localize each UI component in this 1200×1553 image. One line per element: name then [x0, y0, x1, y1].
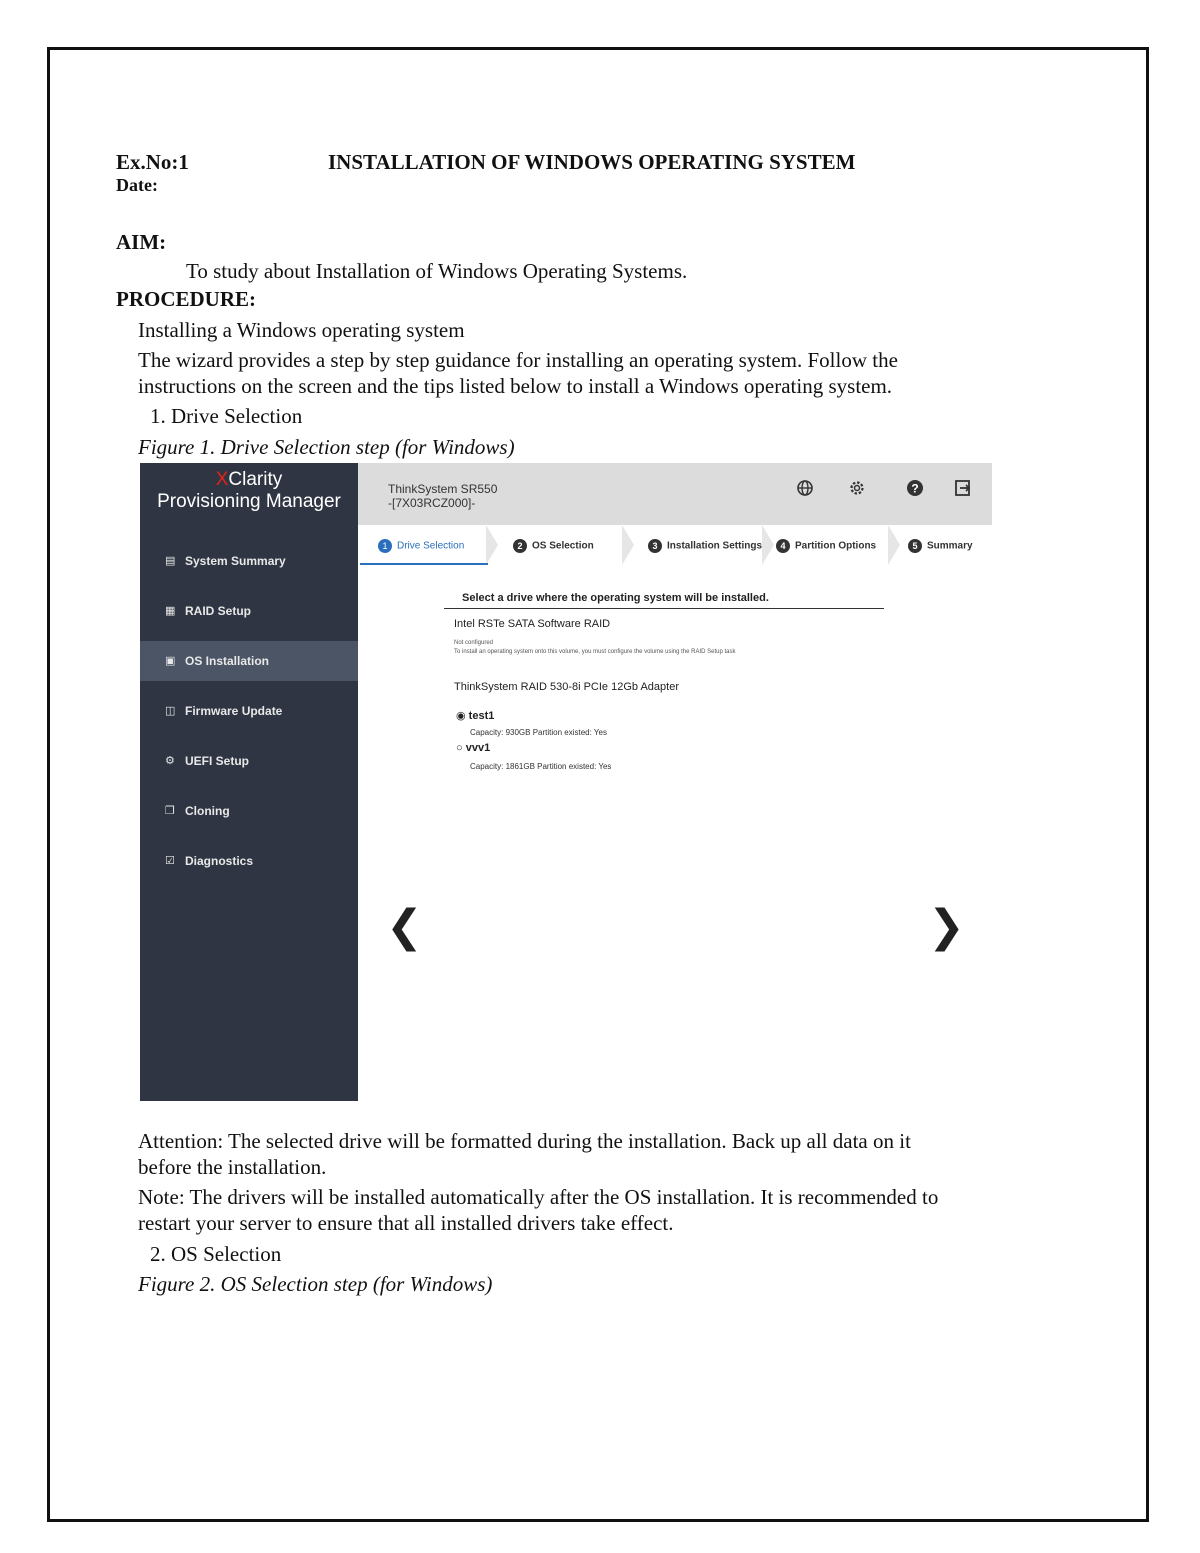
nav-cloning[interactable] — [140, 791, 358, 831]
note-text-2: restart your server to ensure that all installed drivers take effect. — [138, 1211, 674, 1235]
disk-icon: ▣ — [165, 655, 176, 667]
date-label: Date: — [116, 175, 158, 195]
copy-icon: ❐ — [165, 805, 175, 817]
step-os-selection[interactable] — [513, 539, 594, 553]
step-separator — [622, 525, 634, 565]
note-text-1: Note: The drivers will be installed automatically after the OS installation. It is recommended to — [138, 1185, 939, 1209]
controller-intel-rste: Intel RSTe SATA Software RAID — [454, 618, 611, 630]
nav-label: Cloning — [185, 804, 230, 818]
nav-system-summary[interactable] — [140, 541, 358, 581]
brand-subtitle: Provisioning Manager — [157, 491, 341, 512]
gear-icon[interactable] — [848, 479, 866, 497]
drive-selection-panel — [358, 565, 992, 1101]
raid-icon: ▦ — [165, 605, 176, 617]
figure-2-caption: Figure 2. OS Selection step (for Windows) — [138, 1272, 493, 1296]
svg-text:?: ? — [911, 481, 919, 496]
nav-diagnostics[interactable] — [140, 841, 358, 881]
diagnostics-icon: ☑ — [165, 855, 175, 867]
brand-logo — [140, 469, 358, 513]
help-icon[interactable] — [906, 479, 924, 497]
previous-arrow[interactable]: ❮ — [386, 902, 423, 951]
server-model-id: -[7X03RCZ000]- — [388, 496, 476, 510]
procedure-text-2: instructions on the screen and the tips listed below to install a Windows operating system. — [138, 374, 893, 398]
procedure-heading: PROCEDURE: — [116, 287, 256, 311]
server-model — [388, 482, 497, 510]
step-label: OS Selection — [532, 540, 594, 552]
step-number: 5 — [908, 539, 922, 553]
nav-firmware-update[interactable] — [140, 691, 358, 731]
nav-label: OS Installation — [185, 654, 270, 668]
controller-raid-530: ThinkSystem RAID 530-8i PCIe 12Gb Adapter — [454, 681, 679, 693]
nav-os-installation[interactable] — [140, 641, 358, 681]
step-number: 4 — [776, 539, 790, 553]
step-1-heading: 1. Drive Selection — [150, 404, 303, 428]
drive-option-vvv1[interactable] — [456, 742, 490, 754]
step-number: 2 — [513, 539, 527, 553]
nav-label: RAID Setup — [185, 604, 251, 618]
procedure-intro: Installing a Windows operating system — [138, 318, 465, 342]
nav-uefi-setup[interactable] — [140, 741, 358, 781]
attention-text-1: Attention: The selected drive will be formatted during the installation. Back up all data on it — [138, 1129, 911, 1153]
step-separator — [486, 525, 498, 565]
summary-icon: ▤ — [165, 555, 176, 567]
step-number: 1 — [378, 539, 392, 553]
step-installation-settings[interactable] — [648, 539, 762, 553]
nav-raid-setup[interactable] — [140, 591, 358, 631]
logout-icon[interactable] — [954, 479, 972, 497]
drive-detail-vvv1: Capacity: 1861GB Partition existed: Yes — [470, 762, 612, 771]
step-partition-options[interactable] — [776, 539, 876, 553]
sidebar — [140, 463, 358, 1101]
globe-icon[interactable] — [796, 479, 814, 497]
next-arrow[interactable]: ❯ — [928, 902, 965, 951]
nav-label: Diagnostics — [185, 854, 254, 868]
nav-label: Firmware Update — [185, 704, 283, 718]
document-title: INSTALLATION OF WINDOWS OPERATING SYSTEM — [328, 150, 856, 174]
radio-unselected-icon: ○ — [456, 742, 463, 754]
step-label: Installation Settings — [667, 540, 763, 552]
attention-text-2: before the installation. — [138, 1155, 327, 1179]
drive-name: vvv1 — [465, 742, 491, 754]
procedure-text-1: The wizard provides a step by step guidance for installing an operating system. Follow the — [138, 348, 898, 372]
figure-1-screenshot — [140, 463, 992, 1101]
step-separator — [888, 525, 900, 565]
brand-name: Clarity — [228, 469, 283, 490]
drive-detail-test1: Capacity: 930GB Partition existed: Yes — [470, 728, 607, 737]
step-number: 3 — [648, 539, 662, 553]
heading-divider — [444, 608, 884, 609]
exercise-number: Ex.No:1 — [116, 150, 189, 174]
drive-option-test1[interactable] — [456, 709, 494, 722]
step-separator — [762, 525, 774, 565]
aim-text: To study about Installation of Windows Operating Systems. — [186, 259, 688, 283]
drive-name: test1 — [468, 710, 495, 722]
controller-note: To install an operating system onto this volume, you must configure the volume using the RAID Setup task — [454, 649, 736, 655]
controller-status: Not configured — [454, 640, 494, 646]
aim-heading: AIM: — [116, 230, 167, 254]
step-2-heading: 2. OS Selection — [150, 1242, 282, 1266]
radio-selected-icon: ◉ — [456, 710, 466, 722]
server-model-name: ThinkSystem SR550 — [388, 482, 498, 496]
drive-selection-instruction: Select a drive where the operating system will be installed. — [462, 592, 769, 604]
step-summary[interactable] — [908, 539, 973, 553]
top-bar — [358, 463, 992, 525]
step-label: Partition Options — [795, 540, 877, 552]
settings-icon: ⚙ — [165, 755, 175, 767]
brand-x: X — [215, 469, 229, 490]
firmware-icon: ◫ — [165, 705, 176, 717]
figure-1-caption: Figure 1. Drive Selection step (for Windows) — [138, 435, 515, 459]
step-label: Drive Selection — [397, 540, 465, 552]
step-label: Summary — [927, 540, 973, 552]
nav-label: UEFI Setup — [185, 754, 250, 768]
nav-label: System Summary — [185, 554, 286, 568]
step-drive-selection[interactable] — [378, 539, 464, 553]
